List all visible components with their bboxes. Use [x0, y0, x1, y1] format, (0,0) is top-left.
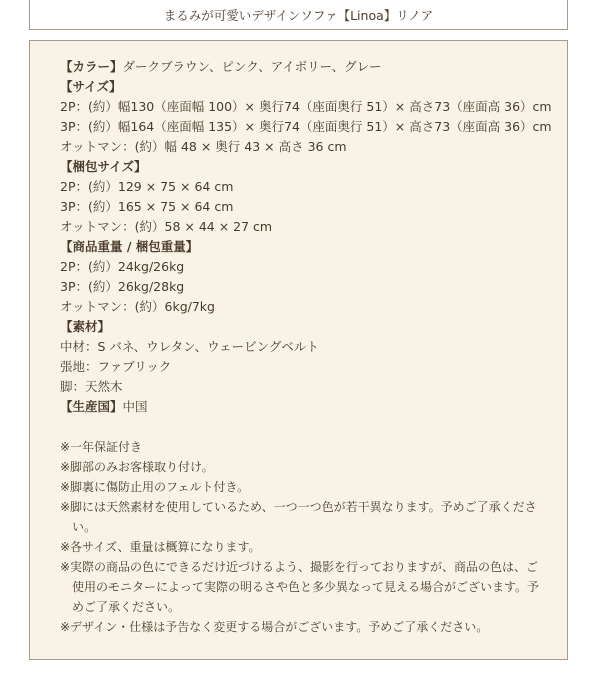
package-ottoman: オットマン：(約）58 × 44 × 27 cm — [60, 219, 273, 234]
spec-box — [29, 40, 568, 660]
note-item: ※脚部のみお客様取り付け。 — [60, 460, 214, 474]
material-cover: 張地：ファブリック — [60, 359, 172, 374]
package-2p: 2P：(約）129 × 75 × 64 cm — [60, 179, 234, 194]
material-heading: 【素材】 — [60, 319, 111, 334]
note-item: ※脚には天然素材を使用しているため、一つ一つ色が若干異なります。予めご了承ください。 — [60, 500, 537, 534]
size-3p: 3P：(約）幅164（座面幅 135）× 奥行74（座面奥行 51）× 高さ73（座面高 36）cm — [60, 119, 552, 134]
material-inner: 中材：S バネ、ウレタン、ウェービングベルト — [60, 339, 319, 354]
color-label: 【カラー】 — [60, 59, 123, 74]
note-item: ※デザイン・仕様は予告なく変更する場合がございます。予めご了承ください。 — [60, 620, 489, 634]
page-title-text: まるみが可愛いデザインソファ【Linoa】リノア — [163, 7, 434, 23]
note-item: ※脚裏に傷防止用のフェルト付き。 — [60, 480, 249, 494]
size-2p: 2P：(約）幅130（座面幅 100）× 奥行74（座面奥行 51）× 高さ73（座面高 36）cm — [60, 99, 552, 114]
weight-2p: 2P：(約）24kg/26kg — [60, 259, 185, 274]
size-heading: 【サイズ】 — [60, 79, 122, 94]
material-legs: 脚：天然木 — [60, 379, 123, 394]
origin-label: 【生産国】 — [60, 399, 123, 414]
origin-value: 中国 — [122, 399, 148, 414]
package-3p: 3P：(約）165 × 75 × 64 cm — [60, 199, 234, 214]
size-ottoman: オットマン：(約）幅 48 × 奥行 43 × 高さ 36 cm — [60, 139, 347, 154]
note-item: ※実際の商品の色にできるだけ近づけるよう、撮影を行っておりますが、商品の色は、ご使用のモニターによって実際の明るさや色と多少異なって見える場合がございます。予めご了承ください。 — [60, 560, 540, 614]
package-heading: 【梱包サイズ】 — [60, 159, 147, 174]
page-title — [29, 0, 568, 30]
weight-ottoman: オットマン：(約）6kg/7kg — [60, 299, 215, 314]
color-value: ダークブラウン、ピンク、アイボリー、グレー — [122, 59, 382, 74]
color-row — [60, 57, 547, 77]
note-item: ※一年保証付き — [60, 440, 143, 454]
note-item: ※各サイズ、重量は概算になります。 — [60, 540, 261, 554]
weight-heading: 【商品重量 / 梱包重量】 — [60, 239, 199, 254]
weight-3p: 3P：(約）26kg/28kg — [60, 279, 185, 294]
section-spacer — [60, 417, 547, 437]
origin-row — [60, 397, 547, 417]
